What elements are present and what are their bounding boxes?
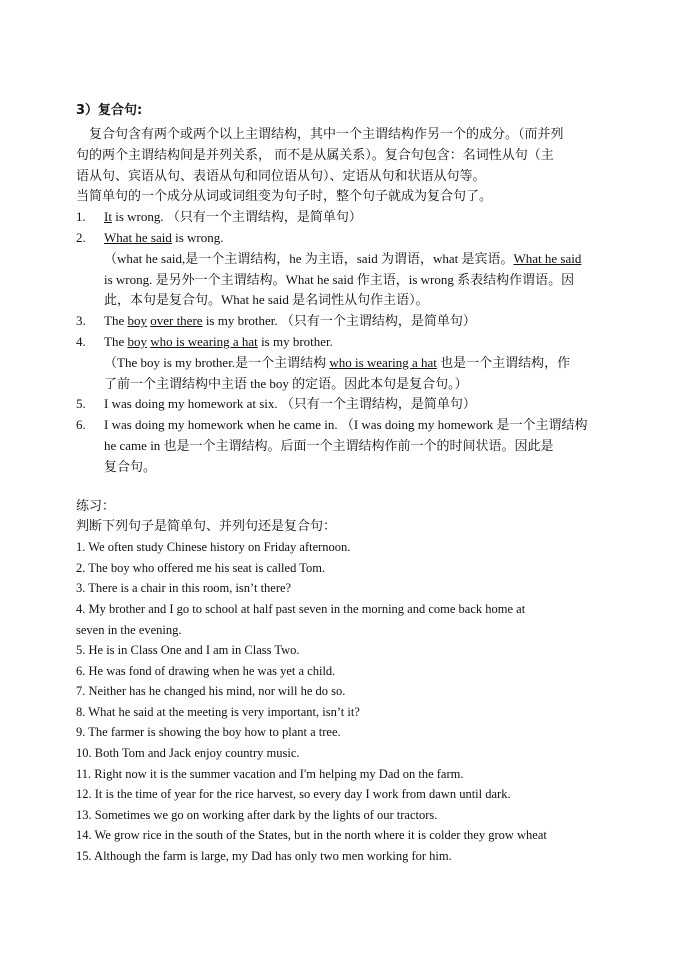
example-2-note-2: is wrong. 是另外一个主谓结构。What he said 作主语，is wrong 系表结构作谓语。因 (104, 271, 575, 287)
intro-line-4: 当简单句的一个成分从词或词组变为句子时，整个句子就成为复合句了。 (76, 188, 493, 204)
example-6 (76, 415, 616, 436)
example-6-line-3: 复合句。 (104, 458, 157, 474)
exercise-title: 练习： (76, 497, 116, 513)
exercise-item-8: 8. What he said at the meeting is very important, isn’t it? (76, 704, 360, 719)
underlined-phrase: who is wearing a hat (150, 333, 258, 349)
example-2 (76, 228, 616, 249)
exercise-item-13: 13. Sometimes we go on working after dark by the lights of our tractors. (76, 807, 438, 822)
note-text: （what he said,是一个主谓结构，he 为主语，said 为谓语，what 是宾语。 (104, 250, 514, 266)
underlined-phrase: over there (150, 313, 203, 329)
exercise-item-4: 4. My brother and I go to school at half past seven in the morning and come back home at (76, 601, 526, 616)
example-number: 6. (76, 417, 86, 433)
example-4 (76, 332, 616, 353)
exercise-item-14: 14. We grow rice in the south of the States, but in the north where it is colder they grow wheat (76, 828, 547, 843)
document-page (76, 100, 616, 867)
exercise-item-15: 15. Although the farm is large, my Dad has only two men working for him. (76, 849, 452, 864)
example-4-note-2: 了前一个主谓结构中主语 the boy 的定语。因此本句是复合句。） (104, 375, 468, 391)
note-text: 也是一个主谓结构，作 (436, 354, 571, 370)
exercise-item-11: 11. Right now it is the summer vacation and I'm helping my Dad on the farm. (76, 766, 464, 781)
example-text: The (104, 313, 128, 329)
underlined-phrase: boy (127, 333, 147, 349)
exercise-item-9: 9. The farmer is showing the boy how to plant a tree. (76, 725, 341, 740)
underlined-phrase: It (104, 209, 112, 225)
note-text: （The boy is my brother.是一个主谓结构 (104, 354, 330, 370)
exercise-instruction: 判断下列句子是简单句、并列句还是复合句： (76, 518, 337, 534)
intro-line-1: 复合句含有两个或两个以上主谓结构，其中一个主谓结构作另一个的成分。（而并列 (89, 126, 564, 141)
example-2-note-1 (76, 249, 616, 270)
exercise-item-2: 2. The boy who offered me his seat is called Tom. (76, 560, 326, 575)
exercise-item-12: 12. It is the time of year for the rice harvest, so every day I work from dawn until dark. (76, 787, 511, 802)
example-text: is wrong. （只有一个主谓结构，是简单句） (111, 209, 362, 225)
example-text: The (104, 333, 128, 349)
example-number: 3. (76, 313, 86, 329)
example-5 (76, 394, 616, 415)
example-number: 1. (76, 209, 86, 225)
example-text: is my brother. (257, 333, 333, 349)
exercise-item-6: 6. He was fond of drawing when he was yet a child. (76, 663, 336, 678)
example-number: 4. (76, 333, 86, 349)
example-text: is my brother. （只有一个主谓结构，是简单句） (202, 313, 476, 329)
underlined-phrase: What he said (104, 229, 172, 245)
example-number: 2. (76, 229, 86, 245)
exercise-item-3: 3. There is a chair in this room, isn’t there? (76, 581, 292, 596)
example-text: is wrong. (171, 229, 224, 245)
exercise-item-10: 10. Both Tom and Jack enjoy country music. (76, 746, 300, 761)
example-text: I was doing my homework at six. （只有一个主谓结构，是简单句） (104, 396, 476, 412)
example-2-note-3: 此，本句是复合句。What he said 是名词性从句作主语）。 (104, 292, 429, 308)
example-4-note-1 (76, 353, 616, 374)
example-text: I was doing my homework when he came in. （I was doing my homework 是一个主谓结构 (104, 417, 588, 433)
exercise-item-4-cont: seven in the evening. (76, 622, 182, 637)
underlined-phrase: What he said (513, 250, 582, 266)
exercise-item-1: 1. We often study Chinese history on Friday afternoon. (76, 540, 351, 555)
intro-line-3: 语从句、宾语从句、表语从句和同位语从句）、定语从句和状语从句等。 (76, 167, 486, 183)
section-title: 3）复合句: (76, 103, 143, 118)
underlined-phrase: boy (127, 313, 147, 329)
exercise-item-5: 5. He is in Class One and I am in Class Two. (76, 643, 300, 658)
underlined-phrase: who is wearing a hat (329, 354, 437, 370)
exercise-item-7: 7. Neither has he changed his mind, nor will he do so. (76, 684, 346, 699)
example-number: 5. (76, 396, 86, 412)
example-6-line-2: he came in 也是一个主谓结构。后面一个主谓结构作前一个的时间状语。因此是 (104, 437, 554, 453)
example-1 (76, 207, 616, 228)
spacer (76, 478, 616, 496)
intro-line-2: 句的两个主谓结构间是并列关系， 而不是从属关系）。复合句包含：名词性从句（主 (76, 146, 554, 162)
example-3 (76, 311, 616, 332)
